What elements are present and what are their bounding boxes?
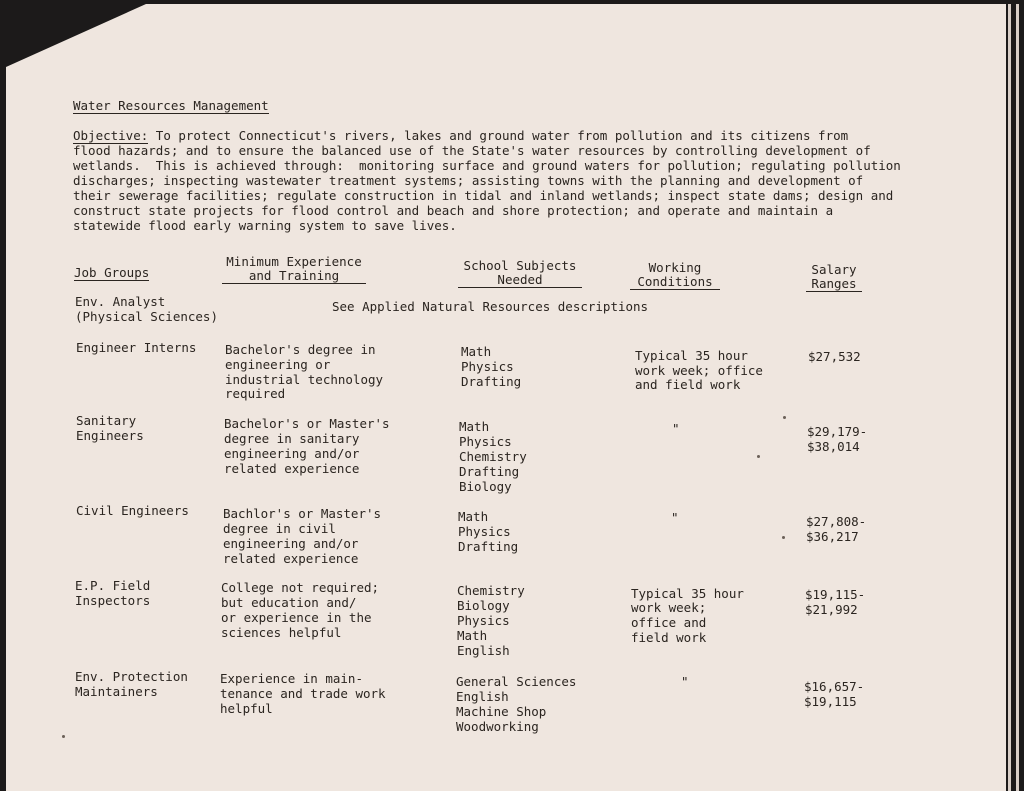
experience-line: but education and/ bbox=[221, 595, 357, 610]
salary: $38,014 bbox=[807, 439, 860, 454]
experience-line: Bachelor's or Master's bbox=[224, 416, 390, 431]
experience-line: Bachlor's or Master's bbox=[223, 506, 382, 521]
subject: Math bbox=[457, 628, 488, 643]
ditto-mark: " bbox=[671, 510, 679, 525]
header-min-experience: Minimum Experience bbox=[226, 254, 362, 269]
condition-line: office and bbox=[631, 615, 707, 630]
subject: Biology bbox=[457, 598, 510, 613]
job-title: Inspectors bbox=[75, 593, 151, 608]
subject: Physics bbox=[459, 434, 512, 449]
experience-line: degree in sanitary bbox=[224, 431, 360, 446]
subject: English bbox=[456, 689, 509, 704]
job-title: (Physical Sciences) bbox=[75, 309, 218, 324]
salary: $19,115 bbox=[804, 694, 857, 709]
subject: English bbox=[457, 643, 510, 658]
job-title: Engineers bbox=[76, 428, 144, 443]
subject: Math bbox=[458, 509, 489, 524]
header-min-experience: and Training bbox=[222, 268, 366, 284]
experience-line: helpful bbox=[220, 701, 273, 716]
speck bbox=[783, 416, 786, 419]
section-title: Water Resources Management bbox=[73, 98, 269, 113]
subject: Drafting bbox=[458, 539, 519, 554]
experience-line: Experience in main- bbox=[220, 671, 363, 686]
header-working-conditions: Conditions bbox=[630, 274, 720, 290]
objective-line: flood hazards; and to ensure the balanced use of the State's water resources by controlling development of bbox=[73, 143, 871, 158]
salary: $29,179- bbox=[807, 424, 868, 439]
job-title: Sanitary bbox=[76, 413, 137, 428]
objective-line: construct state projects for flood control and beach and shore protection; and operate and maintain a bbox=[73, 203, 834, 218]
experience-line: related experience bbox=[223, 551, 359, 566]
experience-line: tenance and trade work bbox=[220, 686, 386, 701]
page-edge bbox=[1016, 4, 1019, 791]
experience-line: degree in civil bbox=[223, 521, 336, 536]
subject: Biology bbox=[459, 479, 512, 494]
objective-label: Objective: bbox=[73, 128, 149, 143]
header-school-subjects: Needed bbox=[458, 272, 582, 288]
subject: Math bbox=[459, 419, 490, 434]
job-title: Civil Engineers bbox=[76, 503, 189, 518]
experience-line: required bbox=[225, 386, 286, 401]
subject: Physics bbox=[458, 524, 511, 539]
condition-line: Typical 35 hour bbox=[635, 348, 748, 363]
experience-line: engineering and/or bbox=[223, 536, 359, 551]
salary: $16,657- bbox=[804, 679, 865, 694]
job-title: Maintainers bbox=[75, 684, 158, 699]
objective-line: Objective: To protect Connecticut's rivers, lakes and ground water from pollution and its citizens from bbox=[73, 128, 849, 143]
experience-line: engineering or bbox=[225, 357, 331, 372]
experience-line: College not required; bbox=[221, 580, 380, 595]
condition-line: Typical 35 hour bbox=[631, 586, 744, 601]
objective-line: statewide flood early warning system to save lives. bbox=[73, 218, 457, 233]
experience-line: related experience bbox=[224, 461, 360, 476]
condition-line: work week; office bbox=[635, 363, 763, 378]
salary: $27,808- bbox=[806, 514, 867, 529]
job-title: Engineer Interns bbox=[76, 340, 197, 355]
subject: Physics bbox=[457, 613, 510, 628]
page-edge bbox=[1008, 4, 1011, 791]
objective-line: discharges; inspecting wastewater treatment systems; assisting towns with the planning and development of bbox=[73, 173, 864, 188]
experience-line: sciences helpful bbox=[221, 625, 342, 640]
salary: $27,532 bbox=[808, 349, 861, 364]
speck bbox=[757, 455, 760, 458]
job-title: Env. Analyst bbox=[75, 294, 166, 309]
header-salary-ranges: Ranges bbox=[806, 276, 862, 292]
subject: General Sciences bbox=[456, 674, 577, 689]
experience-line: industrial technology bbox=[225, 372, 384, 387]
speck bbox=[62, 735, 65, 738]
salary: $19,115- bbox=[805, 587, 866, 602]
header-job-groups: Job Groups bbox=[74, 265, 150, 280]
ditto-mark: " bbox=[672, 421, 680, 436]
salary: $36,217 bbox=[806, 529, 859, 544]
subject: Woodworking bbox=[456, 719, 539, 734]
header-working-conditions: Working bbox=[648, 260, 702, 275]
header-school-subjects: School Subjects bbox=[463, 258, 577, 273]
condition-line: work week; bbox=[631, 600, 707, 615]
salary: $21,992 bbox=[805, 602, 858, 617]
subject: Drafting bbox=[459, 464, 520, 479]
experience-line: engineering and/or bbox=[224, 446, 360, 461]
job-title: Env. Protection bbox=[75, 669, 188, 684]
ditto-mark: " bbox=[681, 674, 689, 689]
job-title: E.P. Field bbox=[75, 578, 151, 593]
subject: Drafting bbox=[461, 374, 522, 389]
speck bbox=[782, 536, 785, 539]
condition-line: and field work bbox=[635, 377, 741, 392]
subject: Chemistry bbox=[459, 449, 527, 464]
objective-line: wetlands. This is achieved through: monitoring surface and ground waters for pollution; regulating pollution bbox=[73, 158, 901, 173]
condition-line: field work bbox=[631, 630, 707, 645]
objective-line: their sewerage facilities; regulate construction in tidal and inland wetlands; inspect state dams; design and bbox=[73, 188, 894, 203]
row-note: See Applied Natural Resources descriptions bbox=[332, 299, 649, 314]
subject: Chemistry bbox=[457, 583, 525, 598]
header-salary-ranges: Salary bbox=[811, 262, 857, 277]
experience-line: Bachelor's degree in bbox=[225, 342, 376, 357]
subject: Machine Shop bbox=[456, 704, 547, 719]
subject: Physics bbox=[461, 359, 514, 374]
subject: Math bbox=[461, 344, 492, 359]
experience-line: or experience in the bbox=[221, 610, 372, 625]
